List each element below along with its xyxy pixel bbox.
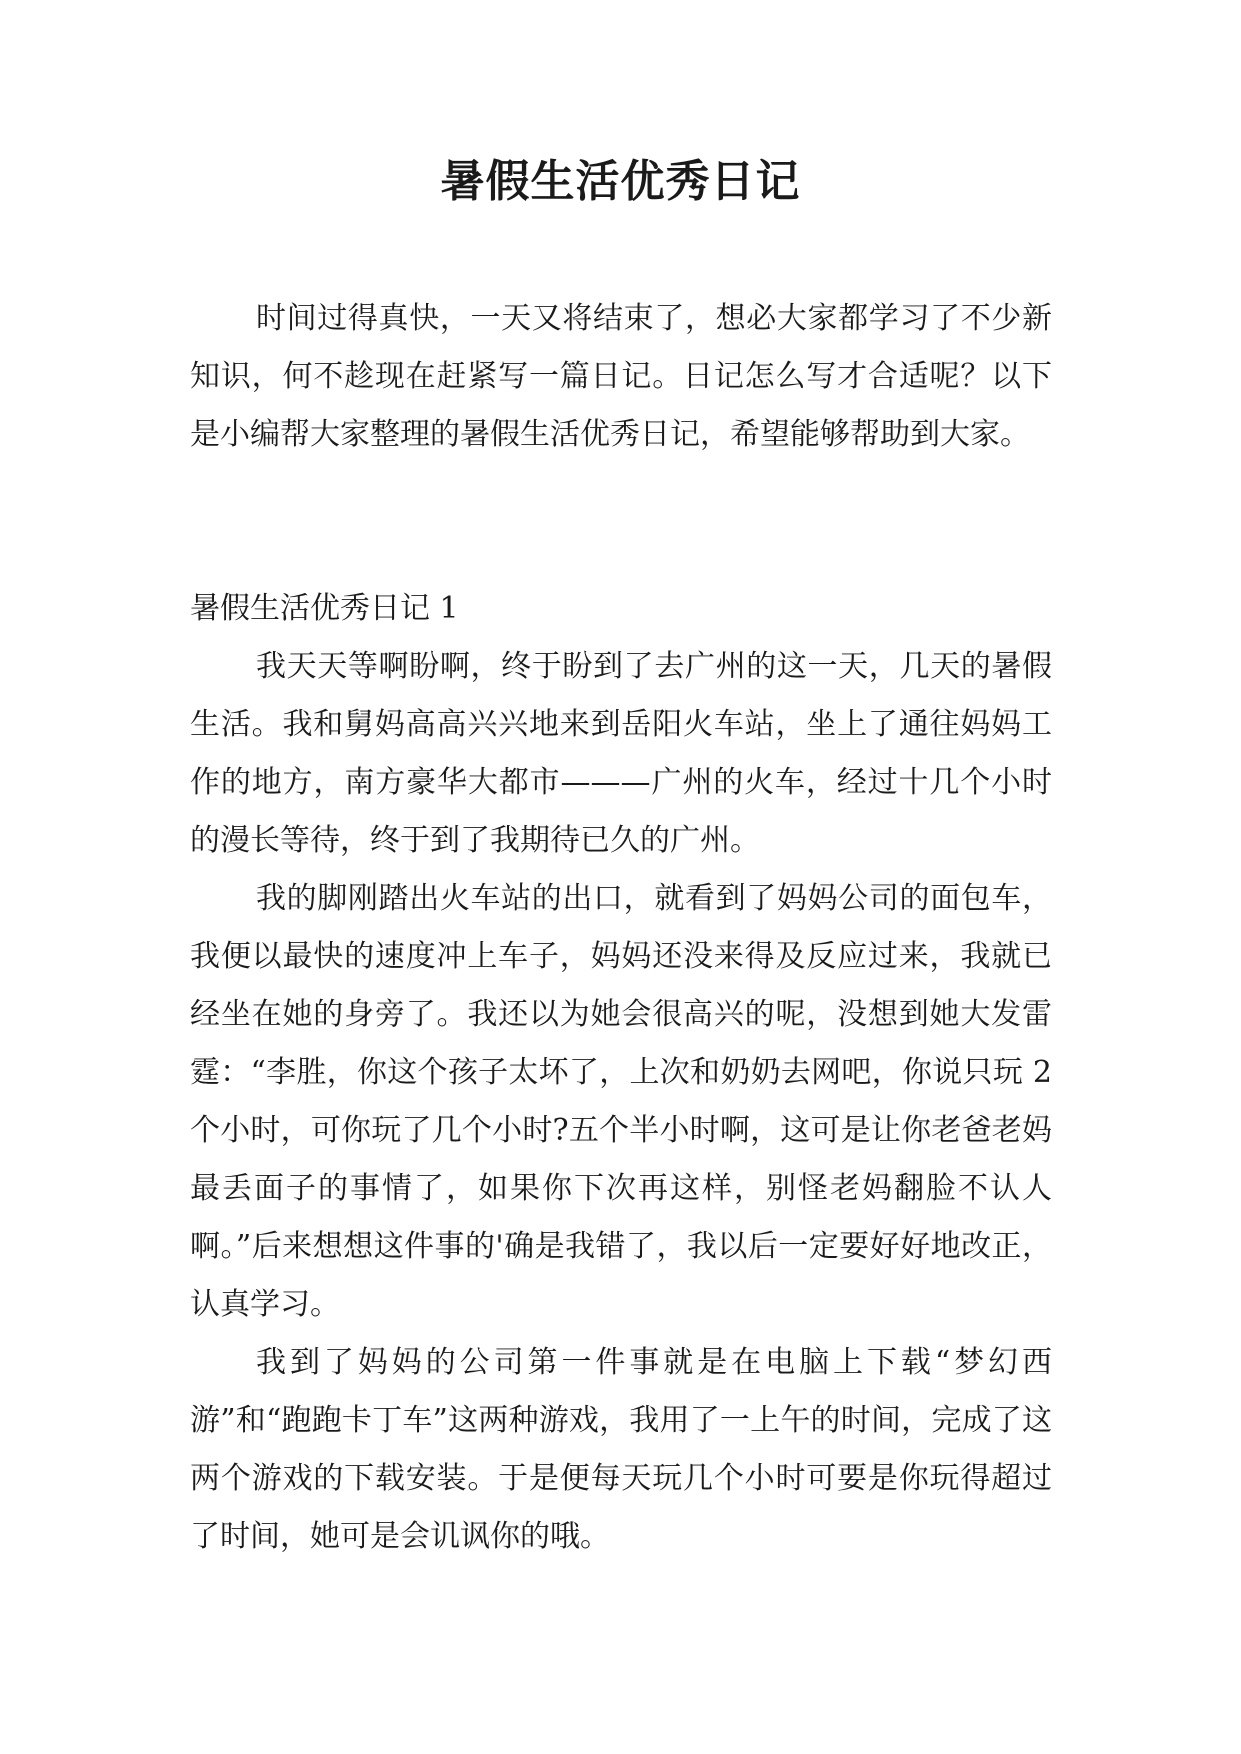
body-paragraph-2: 我的脚刚踏出火车站的出口，就看到了妈妈公司的面包车，我便以最快的速度冲上车子，妈妈还没来得及反应过来，我就已经坐在她的身旁了。我还以为她会很高兴的呢，没想到她大发雷霆：“李胜，你这个孩子太坏了，上次和奶奶去网吧，你说只玩 2 个小时，可你玩了几个小时?五个半小时啊，这可是让你老爸老妈最丢面子的事情了，如果你下次再这样，别怪老妈翻脸不认人啊。”后来想想这件事的'确是我错了，我以后一定要好好地改正，认真学习。 [190, 881, 1052, 1322]
body-paragraph-3: 我到了妈妈的公司第一件事就是在电脑上下载“梦幻西游”和“跑跑卡丁车”这两种游戏，我用了一上午的时间，完成了这两个游戏的下载安装。于是便每天玩几个小时可要是你玩得超过了时间，她可是会讥讽你的哦。 [190, 1345, 1052, 1554]
document-title: 暑假生活优秀日记 [440, 156, 801, 207]
intro-paragraph: 时间过得真快，一天又将结束了，想必大家都学习了不少新知识，何不趁现在赶紧写一篇日记。日记怎么写才合适呢？以下是小编帮大家整理的暑假生活优秀日记，希望能够帮助到大家。 [190, 301, 1052, 452]
section-heading: 暑假生活优秀日记 1 [190, 591, 459, 626]
body-paragraph-1: 我天天等啊盼啊，终于盼到了去广州的这一天，几天的暑假生活。我和舅妈高高兴兴地来到岳阳火车站，坐上了通往妈妈工作的地方，南方豪华大都市———广州的火车，经过十几个小时的漫长等待，终于到了我期待已久的广州。 [190, 649, 1052, 858]
